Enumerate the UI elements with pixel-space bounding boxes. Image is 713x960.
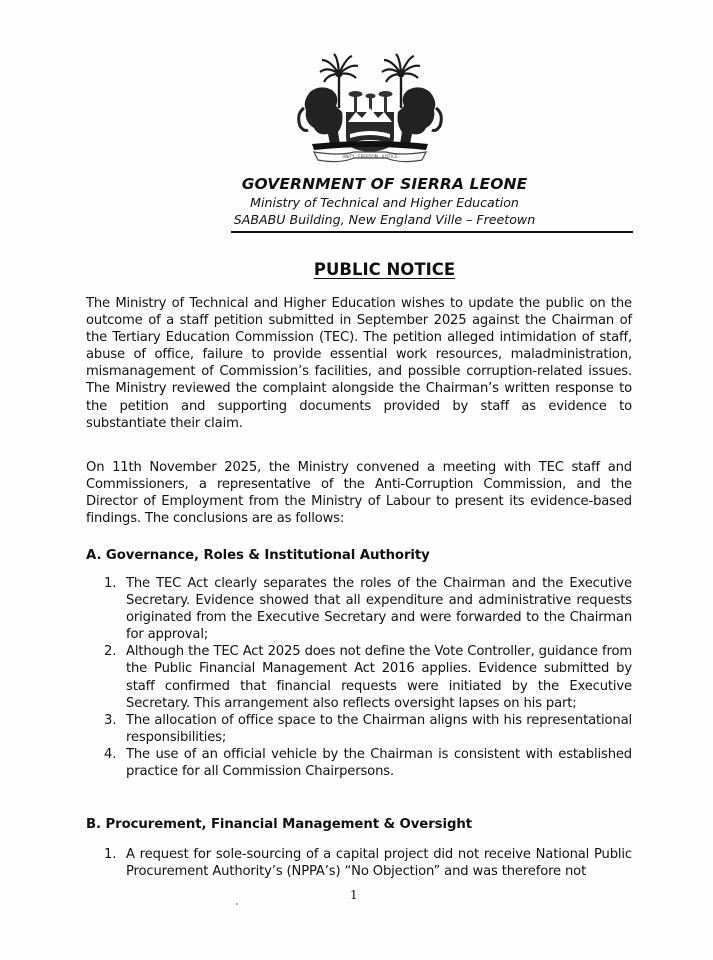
list-item-number: 1. bbox=[104, 576, 117, 591]
letterhead-divider bbox=[231, 231, 633, 233]
list-item-number: 4. bbox=[104, 746, 117, 762]
list-item-number: 3. bbox=[104, 712, 117, 728]
list-item-number: 2. bbox=[104, 644, 117, 660]
list-item-text: The TEC Act clearly separates the roles of the Chairman and the Executive Secretary. Evidence showed that all expenditure and administrative requests originated from the Executive Secretary and were forwarded to the Chairman for approval; bbox=[126, 576, 632, 643]
government-title: GOVERNMENT OF SIERRA LEONE bbox=[241, 175, 528, 193]
list-item-text: A request for sole-sourcing of a capital project did not receive National Public Procurement Authority’s (NPPA’s) “No Objection” and was therefore not bbox=[126, 847, 632, 880]
list-item bbox=[104, 746, 632, 780]
list-item bbox=[104, 643, 632, 711]
list-item bbox=[104, 712, 632, 746]
notice-title: PUBLIC NOTICE bbox=[313, 260, 456, 279]
page-number: 1 bbox=[350, 888, 358, 902]
section-a-heading: A. Governance, Roles & Institutional Authority bbox=[86, 548, 430, 563]
list-item-text: The allocation of office space to the Chairman aligns with his representational responsibilities; bbox=[126, 712, 632, 745]
section-b-heading: B. Procurement, Financial Management & Oversight bbox=[86, 817, 472, 832]
list-item bbox=[104, 575, 632, 643]
list-item-number: 1. bbox=[104, 847, 117, 862]
intro-paragraph: The Ministry of Technical and Higher Education wishes to update the public on the outcome of a staff petition submitted in September 2025 against the Chairman of the Tertiary Education Commission (TEC). The petition alleged intimidation of staff, abuse of office, failure to provide essential work resources, maladministration, mismanagement of Commission’s facilities, and possible corruption-related issues. The Ministry reviewed the complaint alongside the Chairman’s written response to the petition and supporting documents provided by staff as evidence to substantiate their claim. bbox=[86, 296, 632, 431]
ministry-name: Ministry of Technical and Higher Education bbox=[250, 195, 519, 210]
section-a-list bbox=[104, 575, 632, 780]
list-item bbox=[104, 846, 632, 880]
letterhead bbox=[0, 174, 713, 228]
list-item-text: The use of an official vehicle by the Chairman is consistent with established practice for all Commission Chairpersons. bbox=[126, 746, 632, 780]
ministry-address: SABABU Building, New England Ville – Freetown bbox=[233, 212, 536, 227]
coat-of-arms-icon bbox=[290, 52, 450, 164]
meeting-paragraph: On 11th November 2025, the Ministry convened a meeting with TEC staff and Commissioners, a representative of the Anti-Corruption Commission, and the Director of Employment from the Ministry of Labour to present its evidence-based findings. The conclusions are as follows: bbox=[86, 460, 632, 527]
svg-text:UNITY · FREEDOM · JUSTICE: UNITY · FREEDOM · JUSTICE bbox=[342, 154, 398, 159]
section-b-list bbox=[104, 846, 632, 880]
scan-artifact bbox=[236, 903, 238, 905]
list-item-text: Although the TEC Act 2025 does not define the Vote Controller, guidance from the Public Financial Management Act 2016 applies. Evidence submitted by staff confirmed that financial requests were initiated by the Executive Secretary. This arrangement also reflects oversight lapses on his part; bbox=[126, 644, 632, 711]
